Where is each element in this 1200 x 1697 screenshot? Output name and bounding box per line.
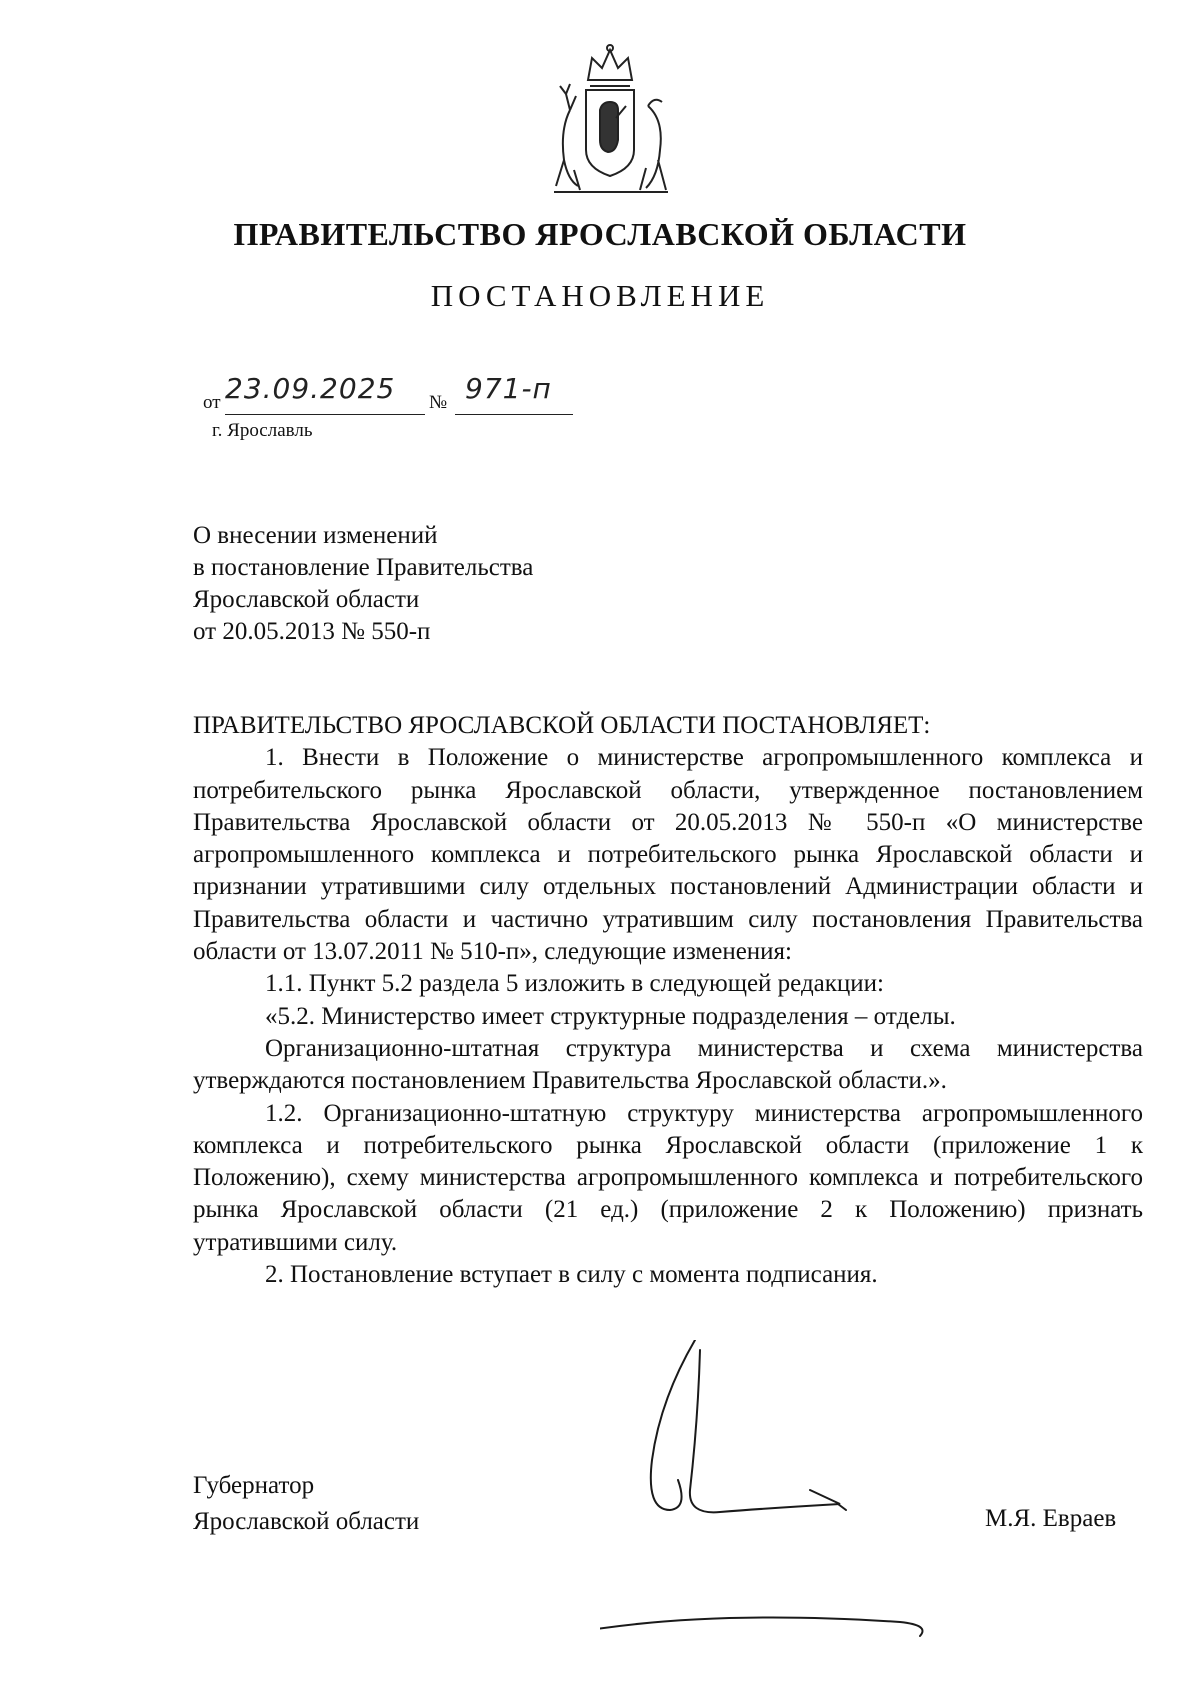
document-type-title: ПОСТАНОВЛЕНИЕ <box>430 278 770 313</box>
handwritten-date: 23.09.2025 <box>225 372 396 405</box>
date-prefix: от <box>203 392 221 413</box>
signatory-name: М.Я. Евраев <box>985 1505 1117 1532</box>
number-underline <box>455 414 573 415</box>
coat-of-arms-icon <box>530 40 690 200</box>
paragraph-1-2: 1.2. Организационно-штатную структуру министерства агропромышленного комплекса и потребительского рынка Ярославской области (приложение 1 к Положению), схему министерства агропромышленного комплекса и потребительского рынка Ярославской области (21 ед.) (приложение 2 к Положению) признать утратившими силу. <box>193 1099 1143 1256</box>
subject-line: в постановление Правительства <box>193 554 534 581</box>
position-line: Губернатор <box>193 1472 315 1499</box>
signatory-position <box>193 1468 419 1540</box>
document-body <box>193 710 1143 1291</box>
handwritten-signature <box>600 1340 1020 1640</box>
date-number-line <box>203 372 603 418</box>
number-prefix: № <box>429 392 448 413</box>
paragraph-1-1: 1.1. Пункт 5.2 раздела 5 изложить в следующей редакции: <box>265 970 884 998</box>
date-underline <box>225 414 425 415</box>
paragraph-1-1-quote-cont: Организационно-штатная структура министерства и схема министерства утверждаются постановлением Правительства Ярославской области.». <box>193 1034 1143 1095</box>
subject-block <box>193 520 533 648</box>
handwritten-number: 971-п <box>465 372 552 405</box>
subject-line: Ярославской области <box>193 586 420 613</box>
paragraph-1-1-quote: «5.2. Министерство имеет структурные подразделения – отделы. <box>265 1002 956 1030</box>
position-line: Ярославской области <box>193 1508 420 1535</box>
subject-line: О внесении изменений <box>193 522 438 549</box>
paragraph-2: 2. Постановление вступает в силу с момента подписания. <box>265 1261 878 1289</box>
preamble: ПРАВИТЕЛЬСТВО ЯРОСЛАВСКОЙ ОБЛАСТИ ПОСТАНОВЛЯЕТ: <box>193 712 931 739</box>
paragraph-1: 1. Внести в Положение о министерстве агропромышленного комплекса и потребительского рынка Ярославской области, утвержденное постановлением Правительства Ярославской области от 20.05.2013 № 550-п «О министерстве агропромышленного комплекса и потребительского рынка Ярославской области и признании утратившими силу отдельных постановлений Администрации области и Правительства области и частично утратившим силу постановления Правительства области от 13.07.2011 № 510-п», следующие изменения: <box>193 744 1143 966</box>
city: г. Ярославль <box>212 420 313 441</box>
subject-line: от 20.05.2013 № 550-п <box>193 618 431 645</box>
government-title: ПРАВИТЕЛЬСТВО ЯРОСЛАВСКОЙ ОБЛАСТИ <box>233 216 967 252</box>
